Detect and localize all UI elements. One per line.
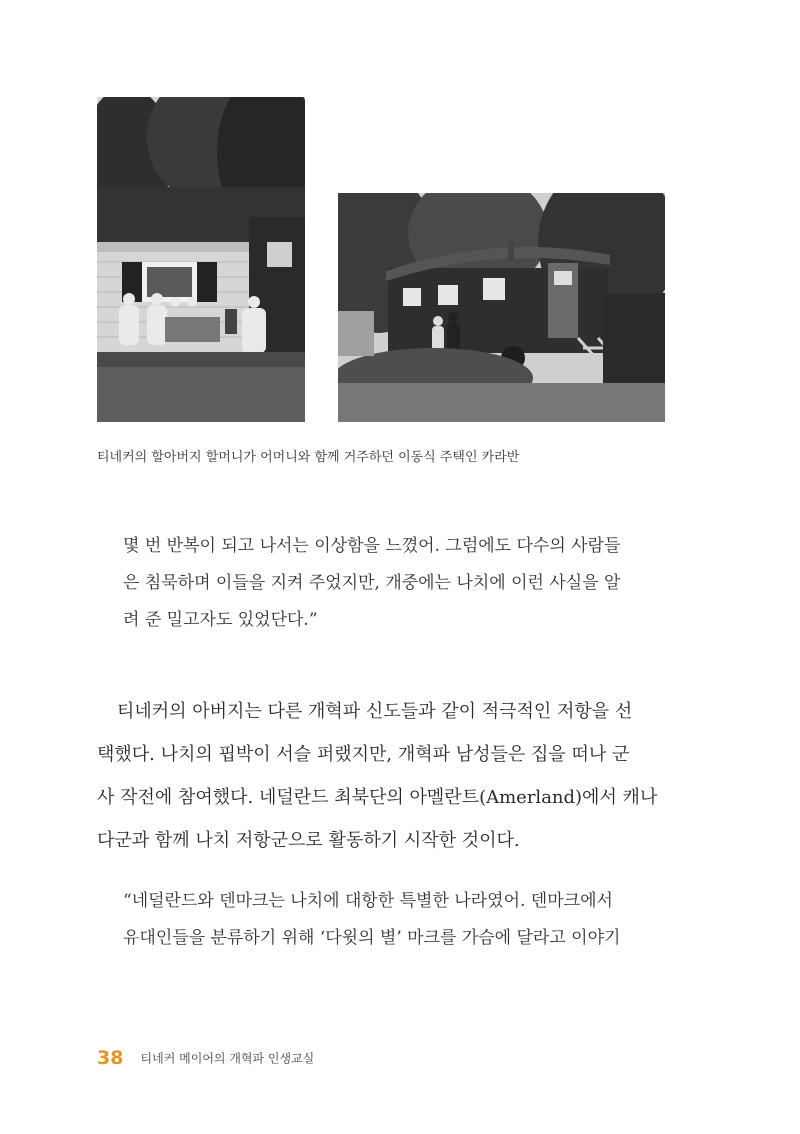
quote-line: 은 침묵하며 이들을 지켜 주었지만, 개중에는 나치에 이런 사실을 알 [123, 573, 621, 593]
body-line: 사 작전에 참여했다. 네덜란드 최북단의 아멜란트(Amerland)에서 캐나 [97, 787, 658, 808]
page-number: 38 [97, 1047, 124, 1069]
quote-line: 유대인들을 분류하기 위해 ‘다윗의 별’ 마크를 가슴에 달라고 이야기 [123, 928, 621, 948]
page-footer [97, 1047, 314, 1069]
body-paragraph [97, 690, 677, 862]
body-line: 다군과 함께 나치 저항군으로 활동하기 시작한 것이다. [97, 830, 520, 851]
quote-block-first [123, 528, 683, 639]
running-book-title: 티네커 메이어의 개혁파 인생교실 [140, 1051, 315, 1066]
photo-caption: 티네커의 할아버지 할머니가 어머니와 함께 거주하던 이동식 주택인 카라반 [97, 450, 520, 465]
quote-line: “네덜란드와 덴마크는 나치에 대항한 특별한 나라였어. 덴마크에서 [123, 891, 613, 911]
quote-block-second [123, 883, 683, 957]
photo-caravan-family [97, 97, 305, 422]
body-line: 택했다. 나치의 핍박이 서슬 퍼랬지만, 개혁파 남성들은 집을 떠나 군 [97, 744, 630, 765]
quote-line: 몇 번 반복이 되고 나서는 이상함을 느꼈어. 그럼에도 다수의 사람들 [123, 536, 621, 556]
photo-caravan-family-image [97, 97, 305, 422]
photo-wooden-caravan-image [338, 193, 665, 422]
body-line: 티네커의 아버지는 다른 개혁파 신도들과 같이 적극적인 저항을 선 [117, 701, 633, 722]
quote-line: 려 준 밀고자도 있었단다.” [123, 610, 318, 630]
photo-wooden-caravan [338, 193, 665, 422]
